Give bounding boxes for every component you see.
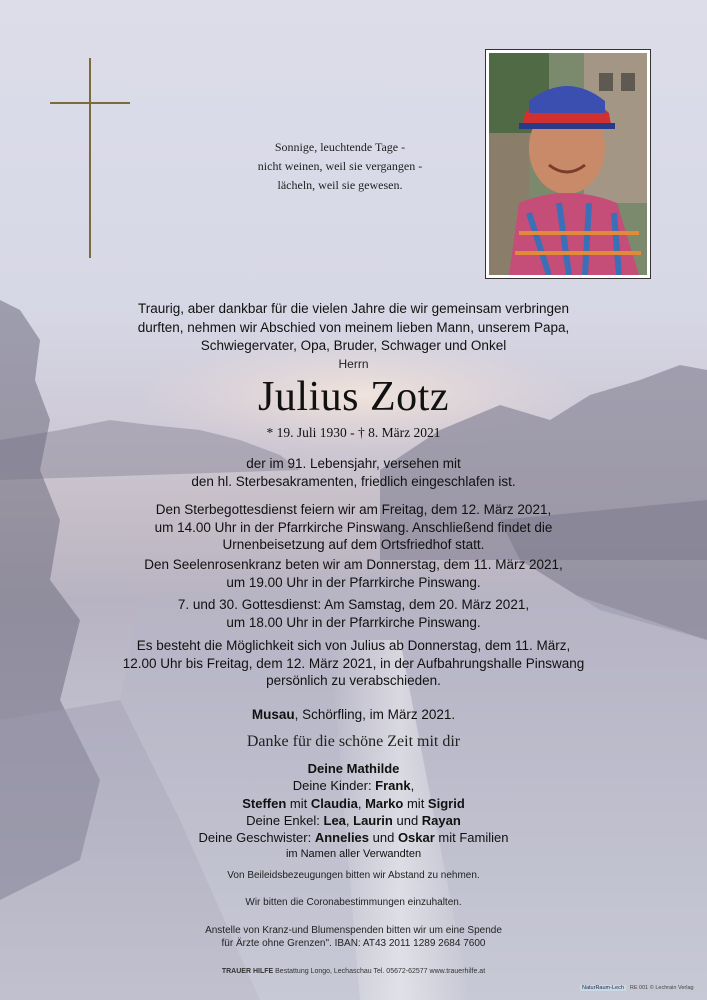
intro-line: Schwiegervater, Opa, Bruder, Schwager und Onkel	[200, 338, 507, 353]
condolences-note: Von Beileidsbezeugungen bitten wir Abstand zu nehmen.	[227, 870, 480, 881]
family-grandchildren-prefix: Deine Enkel:	[246, 812, 324, 828]
family-separator: und	[392, 812, 422, 828]
viewing-line: Es besteht die Möglichkeit sich von Julius ab Donnerstag, dem 11. März,	[136, 638, 571, 653]
funeral-service-line: um 14.00 Uhr in der Pfarrkirche Pinswang. Anschließend findet die	[154, 519, 553, 535]
corner-code: RE 001	[629, 985, 649, 991]
family-grandchild: Rayan	[421, 812, 461, 828]
family-siblings-prefix: Deine Geschwister:	[198, 830, 315, 846]
rosary-line: Den Seelenrosenkranz beten wir am Donnerstag, dem 11. März 2021,	[144, 557, 563, 572]
intro-line: durften, nehmen wir Abschied von meinem lieben Mann, unserem Papa,	[137, 319, 570, 335]
naturraum-badge: NaturRaum-Lech	[582, 985, 624, 991]
death-text	[0, 455, 707, 490]
corner-credits	[580, 985, 694, 991]
family-separator: ,	[357, 795, 366, 811]
family-children-line	[0, 777, 707, 794]
cross-vertical-bar	[89, 58, 91, 258]
family-child: Marko	[365, 795, 404, 811]
family-child: Steffen	[242, 795, 287, 811]
funeral-service-line: Den Sterbegottesdienst feiern wir am Freitag, dem 12. März 2021,	[155, 502, 552, 517]
salutation: Herrn	[338, 357, 369, 371]
place-town: Musau	[251, 707, 295, 722]
death-text-line: der im 91. Lebensjahr, versehen mit	[246, 456, 461, 471]
footer-text: Bestattung Longo, Lechaschau Tel. 05672-62577 www.trauerhilfe.at	[273, 968, 486, 975]
corona-note: Wir bitten die Coronabestimmungen einzuhalten.	[245, 897, 462, 908]
intro-line: Traurig, aber dankbar für die vielen Jahre die wir gemeinsam verbringen	[138, 301, 569, 316]
deceased-name: Julius Zotz	[258, 374, 449, 420]
funeral-service-line: Urnenbeisetzung auf dem Ortsfriedhof statt.	[222, 537, 485, 552]
place-rest: , Schörfling, im März 2021.	[294, 707, 456, 722]
memorial-mass-text	[0, 596, 707, 631]
donation-line: Anstelle von Kranz-und Blumenspenden bitten wir um eine Spende	[205, 925, 502, 936]
intro-text	[0, 300, 707, 356]
family-separator: ,	[345, 812, 354, 828]
rosary-text	[0, 556, 707, 591]
funeral-service-text	[0, 501, 707, 554]
viewing-text	[0, 637, 707, 690]
family-grandchildren-line	[0, 812, 707, 829]
family-sibling: Oskar	[397, 830, 435, 846]
footer	[0, 968, 707, 975]
family-child: Frank	[375, 778, 411, 794]
poem-line: Sonnige, leuchtende Tage -	[274, 140, 406, 154]
family-siblings-line	[0, 829, 707, 846]
family-grandchild: Laurin	[353, 812, 393, 828]
family-siblings-suffix: mit Familien	[434, 830, 509, 846]
donation-note	[0, 924, 707, 950]
family-partner: Claudia	[310, 795, 358, 811]
thanks-line: Danke für die schöne Zeit mit dir	[246, 733, 461, 750]
memorial-mass-line: 7. und 30. Gottesdienst: Am Samstag, dem 20. März 2021,	[177, 597, 530, 612]
poem	[230, 138, 450, 195]
rosary-line: um 19.00 Uhr in der Pfarrkirche Pinswang.	[226, 574, 481, 590]
family-relatives: im Namen aller Verwandten	[285, 848, 422, 861]
family-partner: Sigrid	[427, 795, 465, 811]
footer-brand: TRAUER HILFE	[221, 968, 274, 975]
family-children-partners-line	[0, 795, 707, 812]
family-separator: ,	[410, 778, 415, 794]
family-list	[0, 760, 707, 864]
death-text-line: den hl. Sterbesakramenten, friedlich eingeschlafen ist.	[191, 473, 516, 489]
cross-horizontal-bar	[50, 102, 130, 104]
family-children-prefix: Deine Kinder:	[292, 778, 376, 794]
viewing-line: persönlich zu verabschieden.	[266, 673, 441, 688]
family-separator: mit	[286, 795, 311, 811]
family-wife: Deine Mathilde	[307, 761, 400, 776]
poem-line: nicht weinen, weil sie vergangen -	[257, 159, 423, 173]
family-grandchild: Lea	[323, 812, 346, 828]
portrait-photo	[485, 49, 651, 279]
place-date	[0, 707, 707, 722]
corner-copyright: © Lechrain Verlag	[649, 985, 694, 991]
memorial-mass-line: um 18.00 Uhr in der Pfarrkirche Pinswang.	[226, 614, 481, 630]
family-separator: und	[369, 830, 398, 846]
poem-line: lächeln, weil sie gewesen.	[277, 178, 403, 192]
life-dates: * 19. Juli 1930 - † 8. März 2021	[266, 425, 441, 440]
family-separator: mit	[403, 795, 428, 811]
donation-line: für Ärzte ohne Grenzen". IBAN: AT43 2011 1289 2684 7600	[221, 938, 486, 949]
portrait-photo-image	[489, 53, 647, 275]
viewing-line: 12.00 Uhr bis Freitag, dem 12. März 2021, in der Aufbahrungshalle Pinswang	[122, 655, 585, 671]
family-sibling: Annelies	[314, 830, 370, 846]
